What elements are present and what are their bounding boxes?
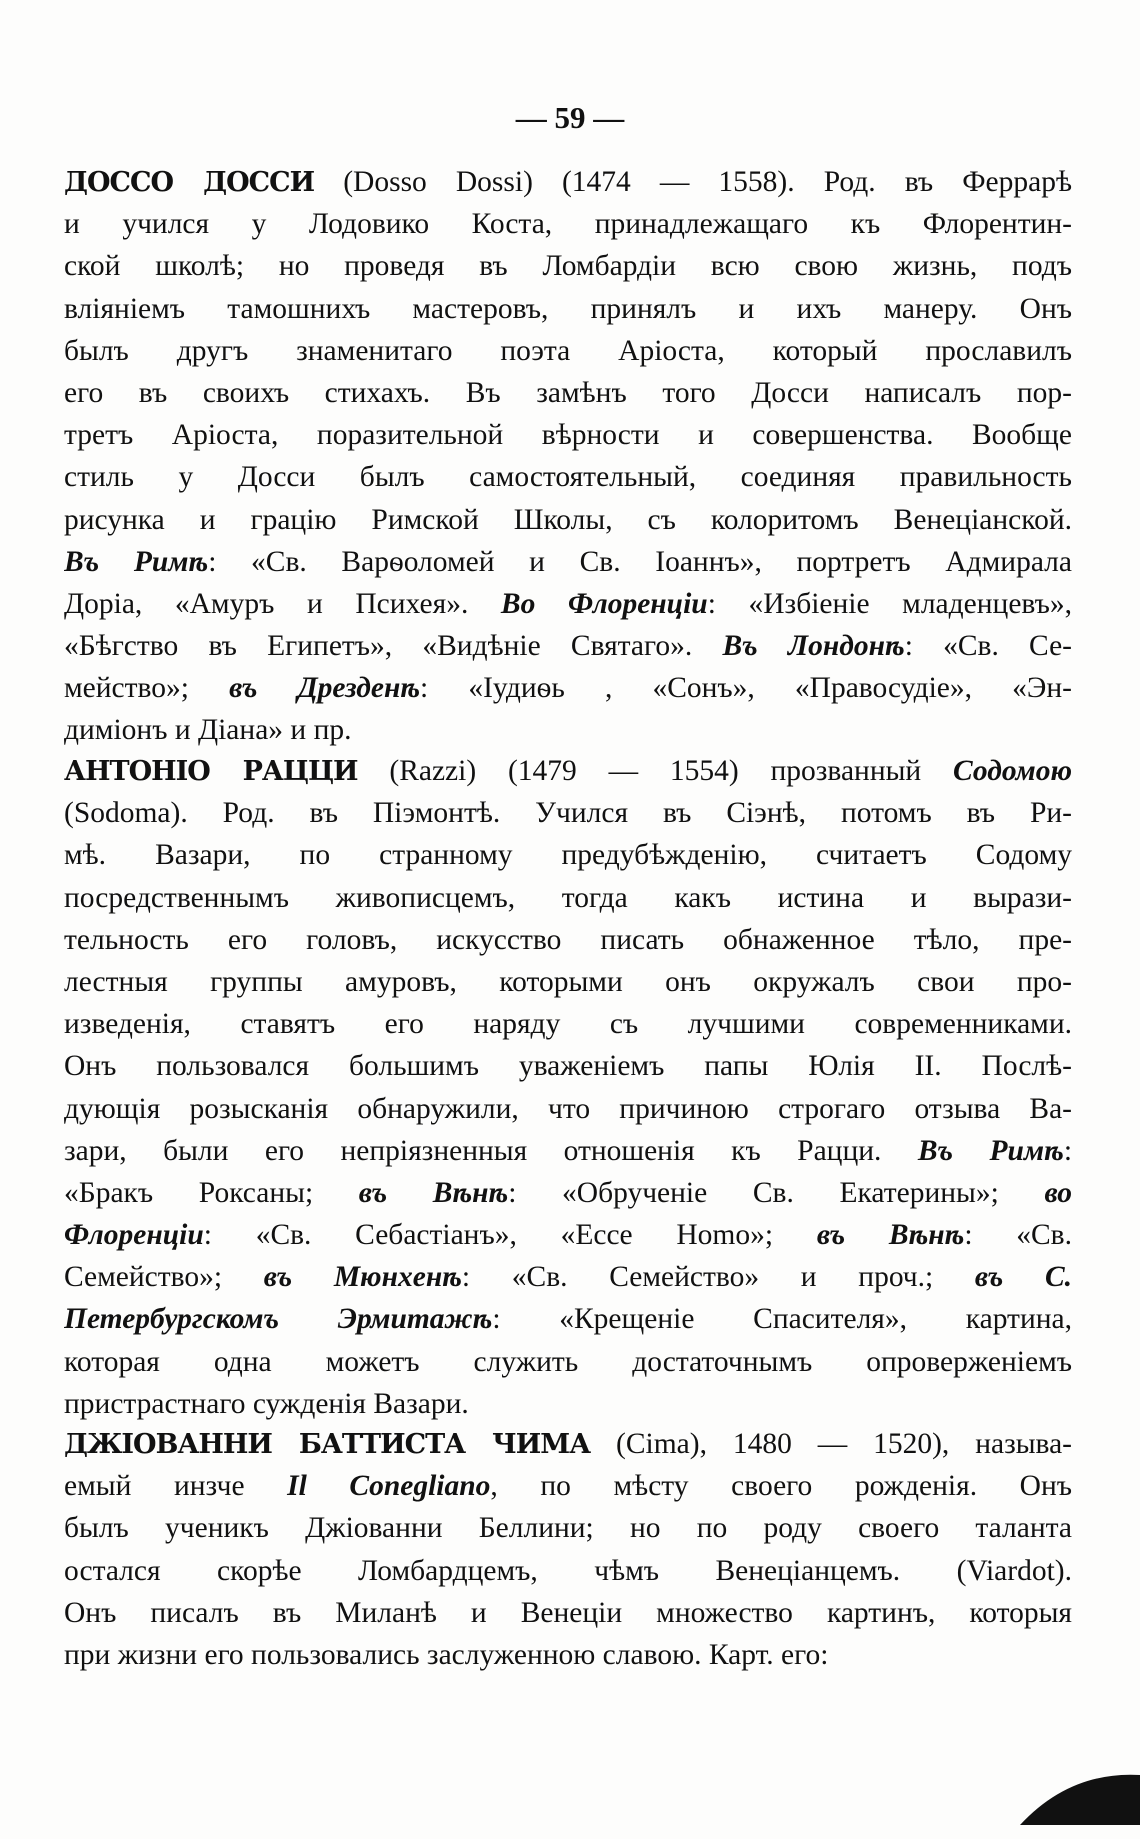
- text-line: [64, 1465, 1072, 1507]
- place-label: Въ Лондонѣ: [722, 630, 905, 663]
- text-segment: былъ ученикъ Джіованни Беллини; но по роду своего таланта: [64, 1512, 1072, 1545]
- text-line: [64, 161, 1072, 203]
- text-line: [64, 834, 1072, 876]
- text-line: [64, 1088, 1072, 1130]
- text-segment: диміонъ и Діана» и пр.: [64, 714, 352, 747]
- place-label: Il Conegliano: [287, 1470, 491, 1503]
- text-line: [64, 1634, 1072, 1676]
- text-line: [64, 792, 1072, 834]
- text-segment: , по мѣсту своего рожденія. Онъ: [490, 1470, 1072, 1503]
- text-segment: дующія розысканія обнаружили, что причиною строгаго отзыва Ва-: [64, 1092, 1072, 1125]
- text-segment: третъ Аріоста, поразительной вѣрности и совершенства. Вообще: [64, 419, 1072, 452]
- text-segment: мѣ. Вазари, по странному предубѣжденію, считаетъ Содому: [64, 839, 1072, 872]
- place-label: Во Флоренціи: [500, 587, 708, 620]
- text-segment: зари, были его непріязненныя отношенія къ Рацци.: [64, 1134, 918, 1167]
- text-segment: : «Св. Себастіанъ», «Ecce Homo»;: [203, 1219, 817, 1252]
- text-segment: вліяніемъ тамошнихъ мастеровъ, принялъ и ихъ манеру. Онъ: [64, 292, 1072, 325]
- text-line: [64, 1298, 1072, 1340]
- text-line: [64, 1341, 1072, 1383]
- page-number: — 59 —: [515, 100, 625, 135]
- text-line: [64, 919, 1072, 961]
- text-segment: Доріа, «Амуръ и Психея».: [64, 587, 501, 620]
- text-segment: (Razzi) (1479 — 1554) прозванный: [357, 755, 954, 787]
- text-segment: «Бракъ Роксаны;: [64, 1176, 359, 1209]
- entry-heading: ДЖІОВАННИ БАТТИСТА ЧИМА: [64, 1429, 591, 1460]
- place-label: во: [1044, 1176, 1072, 1209]
- text-line: [64, 583, 1072, 625]
- text-line: [64, 330, 1072, 372]
- text-line: [64, 203, 1072, 245]
- entry-heading: АНТОНІО РАЦЦИ: [64, 756, 358, 787]
- text-line: [64, 1172, 1072, 1214]
- text-line: [64, 1423, 1072, 1465]
- place-label: въ Дрезденѣ: [229, 672, 421, 705]
- text-line: [64, 372, 1072, 414]
- text-segment: : «Св.: [964, 1219, 1072, 1252]
- text-line: [64, 414, 1072, 456]
- page-corner-mark-icon: [1010, 1771, 1140, 1825]
- text-segment: : «Крещеніе Спасителя», картина,: [492, 1303, 1072, 1336]
- text-line: [64, 1045, 1072, 1087]
- text-line: [64, 1256, 1072, 1298]
- text-segment: (Dosso Dossi) (1474 — 1558). Род. въ Феррарѣ: [314, 166, 1072, 198]
- text-segment: изведенія, ставятъ его наряду съ лучшими современниками.: [64, 1008, 1072, 1041]
- text-segment: (Sodoma). Род. въ Піэмонтѣ. Учился въ Сіэнѣ, потомъ въ Ри-: [64, 797, 1072, 830]
- text-line: [64, 1383, 1072, 1425]
- text-segment: мейство»;: [64, 672, 230, 705]
- place-label: Флоренціи: [64, 1219, 204, 1252]
- text-segment: при жизни его пользовались заслуженною славою. Карт. его:: [64, 1638, 829, 1671]
- text-segment: «Бѣгство въ Египетъ», «Видѣніе Святаго».: [64, 630, 723, 663]
- text-segment: стиль у Досси былъ самостоятельный, соединяя правильность: [64, 461, 1072, 494]
- text-line: [64, 750, 1072, 792]
- entry-cima: [64, 1423, 1072, 1676]
- place-label: въ Вѣнѣ: [358, 1176, 509, 1209]
- text-segment: Онъ пользовался большимъ уваженіемъ папы Юлія II. Послѣ-: [64, 1050, 1072, 1083]
- text-line: [64, 1507, 1072, 1549]
- entry-dosso-dossi: [64, 161, 1072, 752]
- text-segment: которая одна можетъ служить достаточнымъ опроверженіемъ: [64, 1345, 1072, 1378]
- text-segment: : «Обрученіе Св. Екатерины»;: [508, 1176, 1045, 1209]
- text-line: [64, 667, 1072, 709]
- entry-antonio-razzi: [64, 750, 1072, 1425]
- place-label: въ Мюнхенѣ: [263, 1261, 462, 1294]
- place-label: Въ Римѣ: [917, 1134, 1064, 1167]
- text-segment: посредственнымъ живописцемъ, тогда какъ истина и вырази-: [64, 881, 1072, 914]
- text-segment: лестныя группы амуровъ, которыми онъ окружалъ свои про-: [64, 965, 1072, 998]
- text-segment: емый инзче: [64, 1470, 288, 1503]
- text-segment: : «Св. Варѳоломей и Св. Іоаннъ», портретъ Адмирала: [208, 545, 1072, 578]
- text-segment: : «Св. Семейство» и проч.;: [461, 1261, 975, 1294]
- text-segment: Семейство»;: [64, 1261, 264, 1294]
- text-segment: : «Св. Се-: [904, 630, 1072, 663]
- text-segment: рисунка и грацію Римской Школы, съ колоритомъ Венеціанской.: [64, 503, 1072, 536]
- text-segment: тельность его головъ, искусство писать обнаженное тѣло, пре-: [64, 923, 1072, 956]
- text-line: [64, 499, 1072, 541]
- text-line: [64, 1592, 1072, 1634]
- place-label: въ С.: [974, 1261, 1072, 1294]
- text-line: [64, 1003, 1072, 1045]
- place-label: Петербургскомъ Эрмитажѣ: [64, 1303, 493, 1336]
- text-line: [64, 1214, 1072, 1256]
- text-segment: :: [1063, 1134, 1072, 1167]
- text-line: [64, 1550, 1072, 1592]
- text-segment: Онъ писалъ въ Миланѣ и Венеціи множество картинъ, которыя: [64, 1596, 1072, 1629]
- text-line: [64, 1130, 1072, 1172]
- place-label: Въ Римѣ: [64, 545, 209, 578]
- text-segment: и учился у Лодовико Коста, принадлежащаго къ Флорентин-: [64, 208, 1072, 241]
- text-segment: ской школѣ; но проведя въ Ломбардіи всю свою жизнь, подъ: [64, 250, 1072, 283]
- text-line: [64, 541, 1072, 583]
- text-line: [64, 245, 1072, 287]
- text-segment: его въ своихъ стихахъ. Въ замѣнъ того Досси написалъ пор-: [64, 376, 1072, 409]
- text-segment: пристрастнаго сужденія Вазари.: [64, 1387, 469, 1420]
- place-label: въ Вѣнѣ: [816, 1219, 965, 1252]
- text-segment: : «Избіеніе младенцевъ»,: [707, 587, 1072, 620]
- text-segment: былъ другъ знаменитаго поэта Аріоста, который прославилъ: [64, 334, 1072, 367]
- text-segment: (Cima), 1480 — 1520), называ-: [590, 1428, 1072, 1460]
- entry-heading: ДОССО ДОССИ: [64, 167, 315, 198]
- text-segment: остался скорѣе Ломбардцемъ, чѣмъ Венеціанцемъ. (Viardot).: [64, 1554, 1072, 1587]
- text-line: [64, 877, 1072, 919]
- text-line: [64, 288, 1072, 330]
- text-line: [64, 456, 1072, 498]
- text-segment: : «Іудиѳь , «Сонъ», «Правосудіе», «Эн-: [420, 672, 1072, 705]
- text-line: [64, 961, 1072, 1003]
- place-label: Содомою: [953, 755, 1072, 787]
- text-line: [64, 709, 1072, 751]
- text-line: [64, 625, 1072, 667]
